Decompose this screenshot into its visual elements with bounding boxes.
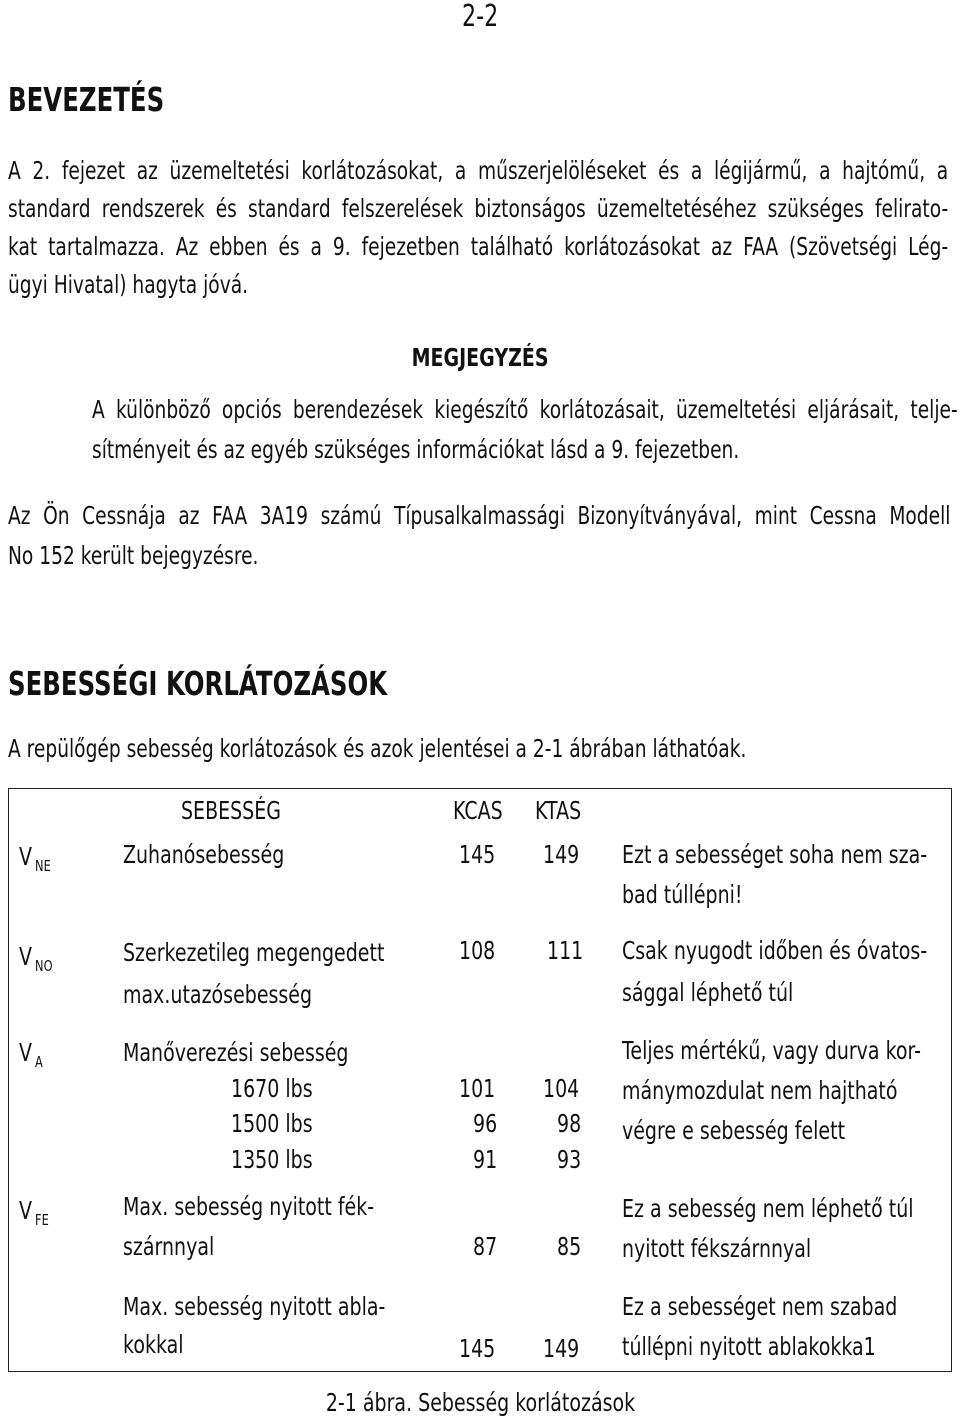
remark-windows: Ez a sebességet nem szabad bbox=[622, 1292, 898, 1321]
speed-symbol-vfe: V $_{FE}$ bbox=[19, 1196, 49, 1229]
intro-line: kat tartalmazza. Az ebben és a 9. fejezetben található korlátozásokat az FAA (Szövetségi Lég- bbox=[8, 232, 949, 261]
weight-label: 1500 lbs bbox=[231, 1109, 313, 1138]
remark-vno: Csak nyugodt időben és óvatos- bbox=[622, 936, 928, 965]
speed-name-vno: Szerkezetileg megengedett bbox=[123, 938, 385, 967]
speed-intro bbox=[8, 730, 828, 768]
ktas-va: 104 bbox=[543, 1074, 580, 1103]
intro-line: ügyi Hivatal) hagyta jóvá. bbox=[8, 270, 249, 299]
intro-line: A 2. fejezet az üzemeltetési korlátozásokat, a műszerjelöléseket és a légijármű, a hajtómű, a bbox=[8, 156, 949, 185]
cert-line: Az Ön Cessnája az FAA 3A19 számú Típusalkalmassági Bizonyítványával, mint Cessna Modell bbox=[8, 501, 951, 530]
kcas-vne: 145 bbox=[459, 840, 496, 869]
speed-symbol-vno: V $_{NO}$ bbox=[19, 942, 53, 975]
ktas-va: 93 bbox=[557, 1145, 582, 1174]
kcas-vno: 108 bbox=[459, 936, 496, 965]
note-line: sítményeit és az egyéb szükséges információkat lásd a 9. fejezetben. bbox=[92, 435, 740, 464]
ktas-vno: 111 bbox=[547, 936, 584, 965]
speed-name-vfe: Max. sebesség nyitott fék- bbox=[123, 1192, 375, 1221]
ktas-vfe: 85 bbox=[557, 1232, 582, 1261]
remark-va: Teljes mértékű, vagy durva kor- bbox=[622, 1036, 922, 1065]
intro-line: standard rendszerek és standard felszerelések biztonságos üzemeltetéséhez szükséges felirato- bbox=[8, 194, 949, 223]
certification-paragraph bbox=[8, 496, 950, 576]
kcas-vfe: 87 bbox=[473, 1232, 498, 1261]
ktas-vne: 149 bbox=[543, 840, 580, 869]
weight-label: 1670 lbs bbox=[231, 1074, 313, 1103]
speed-name-vfe: szárnnyal bbox=[123, 1232, 215, 1261]
ktas-va: 98 bbox=[557, 1109, 582, 1138]
speed-limits-table bbox=[8, 788, 952, 1372]
speed-name-va: Manőverezési sebesség bbox=[123, 1038, 349, 1067]
remark-va: végre e sebesség felett bbox=[622, 1116, 846, 1145]
intro-paragraph bbox=[8, 152, 948, 304]
kcas-va: 101 bbox=[459, 1074, 496, 1103]
header-kcas: KCAS bbox=[453, 796, 503, 825]
remark-vno: sággal léphető túl bbox=[622, 978, 794, 1007]
header-speed: SEBESSÉG bbox=[181, 796, 281, 825]
speed-name-windows: Max. sebesség nyitott abla- bbox=[123, 1292, 386, 1321]
note-line: A különböző opciós berendezések kiegészítő korlátozásait, üzemeltetési eljárásait, telje- bbox=[92, 395, 958, 424]
weight-label: 1350 lbs bbox=[231, 1145, 313, 1174]
speed-symbol-vne: V $_{NE}$ bbox=[19, 842, 51, 875]
speed-heading: SEBESSÉGI KORLÁTOZÁSOK bbox=[8, 664, 388, 703]
remark-vne: Ezt a sebességet soha nem sza- bbox=[622, 840, 928, 869]
kcas-va: 96 bbox=[473, 1109, 498, 1138]
kcas-va: 91 bbox=[473, 1145, 498, 1174]
intro-heading: BEVEZETÉS bbox=[8, 80, 165, 119]
ktas-windows: 149 bbox=[543, 1334, 580, 1363]
kcas-windows: 145 bbox=[459, 1334, 496, 1363]
remark-windows: túllépni nyitott ablakokka1 bbox=[622, 1332, 876, 1361]
remark-vfe: Ez a sebesség nem léphető túl bbox=[622, 1194, 914, 1223]
cert-line: No 152 került bejegyzésre. bbox=[8, 541, 259, 570]
header-ktas: KTAS bbox=[535, 796, 582, 825]
speed-symbol-va: V $_A$ bbox=[19, 1038, 43, 1071]
remark-va: mánymozdulat nem hajtható bbox=[622, 1076, 898, 1105]
speed-name-windows: kokkal bbox=[123, 1330, 184, 1359]
figure-caption: 2-1 ábra. Sebesség korlátozások bbox=[325, 1388, 635, 1417]
page-number: 2-2 bbox=[462, 0, 499, 34]
note-body bbox=[92, 390, 958, 470]
speed-name-vno: max.utazósebesség bbox=[123, 980, 313, 1009]
speed-name-vne: Zuhanósebesség bbox=[123, 840, 285, 869]
speed-intro-line: A repülőgép sebesség korlátozások és azok jelentései a 2-1 ábrában láthatóak. bbox=[8, 734, 747, 763]
remark-vfe: nyitott fékszárnnyal bbox=[622, 1234, 812, 1263]
remark-vne: bad túllépni! bbox=[622, 880, 743, 909]
note-title: MEGJEGYZÉS bbox=[411, 343, 549, 372]
